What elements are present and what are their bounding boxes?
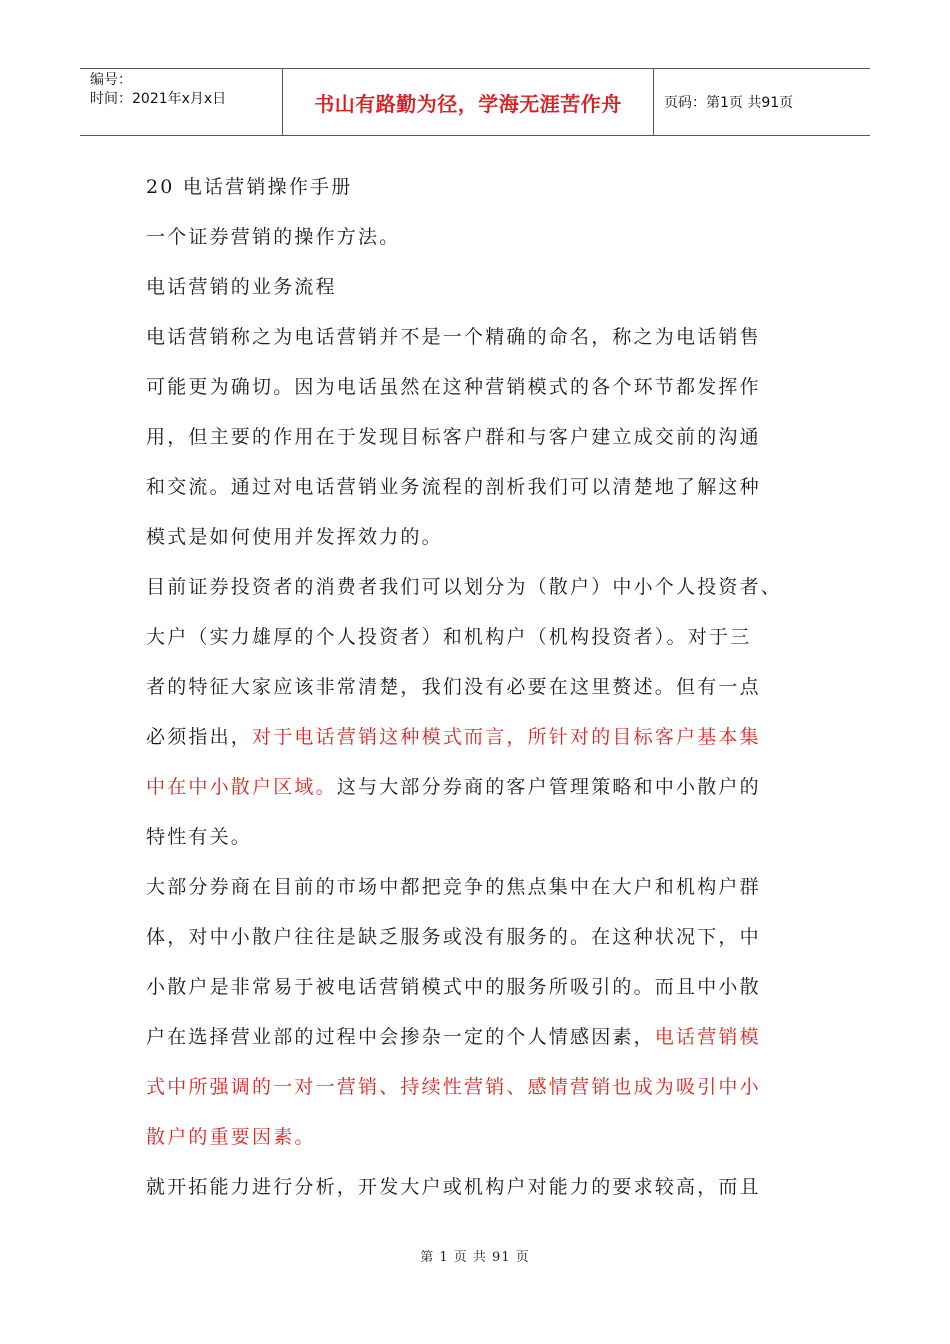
text-segment: 就开拓能力进行分析，开发大户或机构户对能力的要求较高，而且: [146, 1176, 761, 1198]
text-line: [146, 1162, 826, 1212]
text-line: [146, 162, 826, 212]
text-segment: 模式是如何使用并发挥效力的。: [146, 526, 443, 548]
text-segment: 20 电话营销操作手册: [146, 176, 353, 198]
text-line: [146, 962, 826, 1012]
text-line: [146, 812, 826, 862]
text-line: [146, 512, 826, 562]
text-line: [146, 612, 826, 662]
text-line: [146, 1112, 826, 1162]
text-line: [146, 1062, 826, 1112]
text-line: [146, 912, 826, 962]
page-footer: 第 1 页 共 91 页: [420, 1250, 530, 1265]
highlighted-text: 式中所强调的一对一营销、持续性营销、感情营销也成为吸引中小: [146, 1076, 761, 1098]
document-date: 时间：2021年x月x日: [90, 91, 227, 107]
text-line: [146, 462, 826, 512]
text-line: [146, 712, 826, 762]
text-line: [146, 762, 826, 812]
document-body: [146, 162, 826, 1212]
text-segment: 必须指出，: [146, 726, 253, 748]
page-header: [80, 68, 870, 136]
text-line: [146, 412, 826, 462]
highlighted-text: 电话营销模: [654, 1026, 761, 1048]
text-segment: 大部分券商在目前的市场中都把竞争的焦点集中在大户和机构户群: [146, 876, 761, 898]
text-line: [146, 312, 826, 362]
text-segment: 目前证券投资者的消费者我们可以划分为（散户）中小个人投资者、: [146, 576, 783, 598]
header-slogan: 书山有路勤为径，学海无涯苦作舟: [282, 69, 654, 135]
text-line: [146, 262, 826, 312]
text-segment: 特性有关。: [146, 826, 253, 848]
text-segment: 和交流。通过对电话营销业务流程的剖析我们可以清楚地了解这种: [146, 476, 761, 498]
text-segment: 一个证券营销的操作方法。: [146, 226, 401, 248]
header-page-info: 页码：第1页 共91页: [664, 95, 794, 111]
text-segment: 这与大部分券商的客户管理策略和中小散户的: [336, 776, 761, 798]
header-meta: [80, 69, 282, 135]
text-segment: 小散户是非常易于被电话营销模式中的服务所吸引的。而且中小散: [146, 976, 761, 998]
text-segment: 用，但主要的作用在于发现目标客户群和与客户建立成交前的沟通: [146, 426, 761, 448]
highlighted-text: 散户的重要因素。: [146, 1126, 316, 1148]
text-line: [146, 1012, 826, 1062]
highlighted-text: 中在中小散户区域。: [146, 776, 337, 798]
text-segment: 电话营销的业务流程: [146, 276, 337, 298]
text-segment: 大户（实力雄厚的个人投资者）和机构户（机构投资者）。对于三: [146, 626, 752, 648]
document-number-label: 编号：: [90, 72, 132, 88]
text-line: [146, 562, 826, 612]
text-line: [146, 662, 826, 712]
text-segment: 体，对中小散户往往是缺乏服务或没有服务的。在这种状况下，中: [146, 926, 761, 948]
text-line: [146, 212, 826, 262]
text-segment: 电话营销称之为电话营销并不是一个精确的命名，称之为电话销售: [146, 326, 761, 348]
text-line: [146, 862, 826, 912]
text-segment: 可能更为确切。因为电话虽然在这种营销模式的各个环节都发挥作: [146, 376, 761, 398]
text-segment: 者的特征大家应该非常清楚，我们没有必要在这里赘述。但有一点: [146, 676, 761, 698]
highlighted-text: 对于电话营销这种模式而言，所针对的目标客户基本集: [252, 726, 761, 748]
text-line: [146, 362, 826, 412]
text-segment: 户在选择营业部的过程中会掺杂一定的个人情感因素，: [146, 1026, 655, 1048]
